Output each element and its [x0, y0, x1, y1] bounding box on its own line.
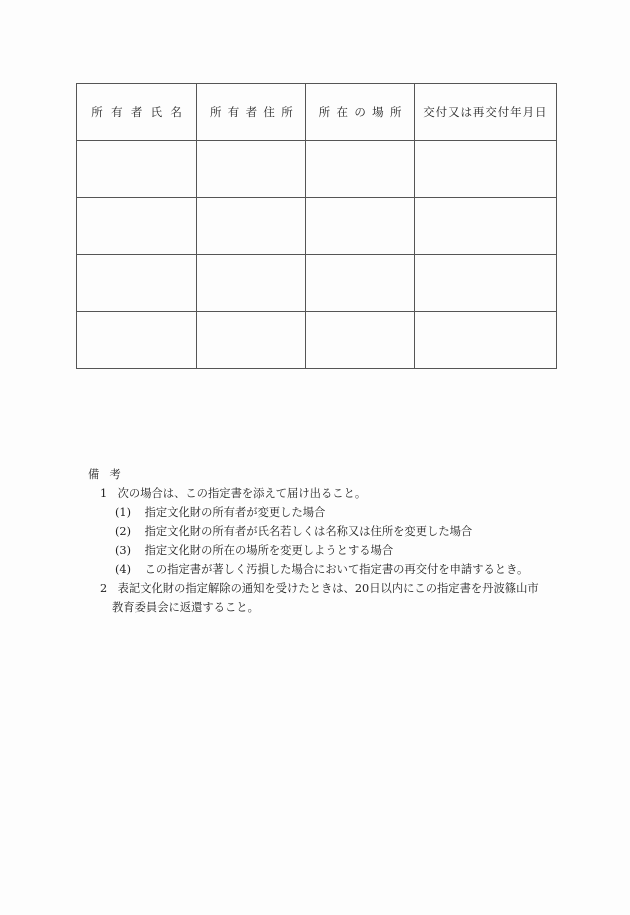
cell-issue-date: [414, 198, 556, 255]
subitem-number: (2): [115, 525, 132, 538]
remarks-title: 備考: [88, 468, 131, 481]
cell-owner-name: [77, 312, 197, 369]
header-location: [306, 84, 414, 141]
table-row: [77, 198, 557, 255]
subitem-text: 指定文化財の所有者が氏名若しくは名称又は住所を変更した場合: [144, 525, 473, 538]
remark-subitem-4: [88, 560, 568, 579]
cell-location: [306, 141, 414, 198]
remark-number: 2: [100, 582, 108, 595]
owner-registry-table: [76, 83, 557, 369]
header-location-label: 所在の場所: [318, 105, 408, 119]
cell-location: [306, 198, 414, 255]
remark-subitem-3: [88, 541, 568, 560]
header-owner-name-label: 所有者氏名: [91, 105, 191, 119]
table-row: [77, 255, 557, 312]
cell-owner-name: [77, 198, 197, 255]
table-header-row: [77, 84, 557, 141]
cell-owner-address: [197, 141, 306, 198]
remark-subitem-2: [88, 522, 568, 541]
cell-owner-name: [77, 141, 197, 198]
cell-location: [306, 255, 414, 312]
cell-owner-name: [77, 255, 197, 312]
header-owner-address: [197, 84, 306, 141]
remark-item-2-continuation: 教育委員会に返還すること。: [112, 601, 259, 614]
remark-item-2: [88, 579, 568, 598]
cell-issue-date: [414, 255, 556, 312]
remark-subitem-1: [88, 503, 568, 522]
table-row: [77, 312, 557, 369]
subitem-number: (1): [115, 506, 132, 519]
remark-text: 表記文化財の指定解除の通知を受けたときは、20日以内にこの指定書を丹波篠山市: [117, 582, 539, 595]
remark-item-1: [88, 484, 568, 503]
cell-owner-address: [197, 312, 306, 369]
cell-issue-date: [414, 312, 556, 369]
header-owner-name: [77, 84, 197, 141]
subitem-text: 指定文化財の所在の場所を変更しようとする場合: [144, 544, 394, 557]
header-owner-address-label: 所有者住所: [209, 105, 300, 119]
subitem-text: 指定文化財の所有者が変更した場合: [144, 506, 326, 519]
subitem-number: (4): [115, 563, 132, 576]
cell-issue-date: [414, 141, 556, 198]
cell-location: [306, 312, 414, 369]
remark-number: 1: [100, 487, 108, 500]
remark-text: 次の場合は、この指定書を添えて届け出ること。: [117, 487, 367, 500]
header-issue-date: [414, 84, 556, 141]
table-row: [77, 141, 557, 198]
header-issue-date-label: 交付又は再交付年月日: [423, 105, 548, 119]
subitem-text: この指定書が著しく汚損した場合において指定書の再交付を申請するとき。: [144, 563, 529, 576]
subitem-number: (3): [115, 544, 132, 557]
cell-owner-address: [197, 255, 306, 312]
cell-owner-address: [197, 198, 306, 255]
remarks-section: [88, 465, 568, 617]
